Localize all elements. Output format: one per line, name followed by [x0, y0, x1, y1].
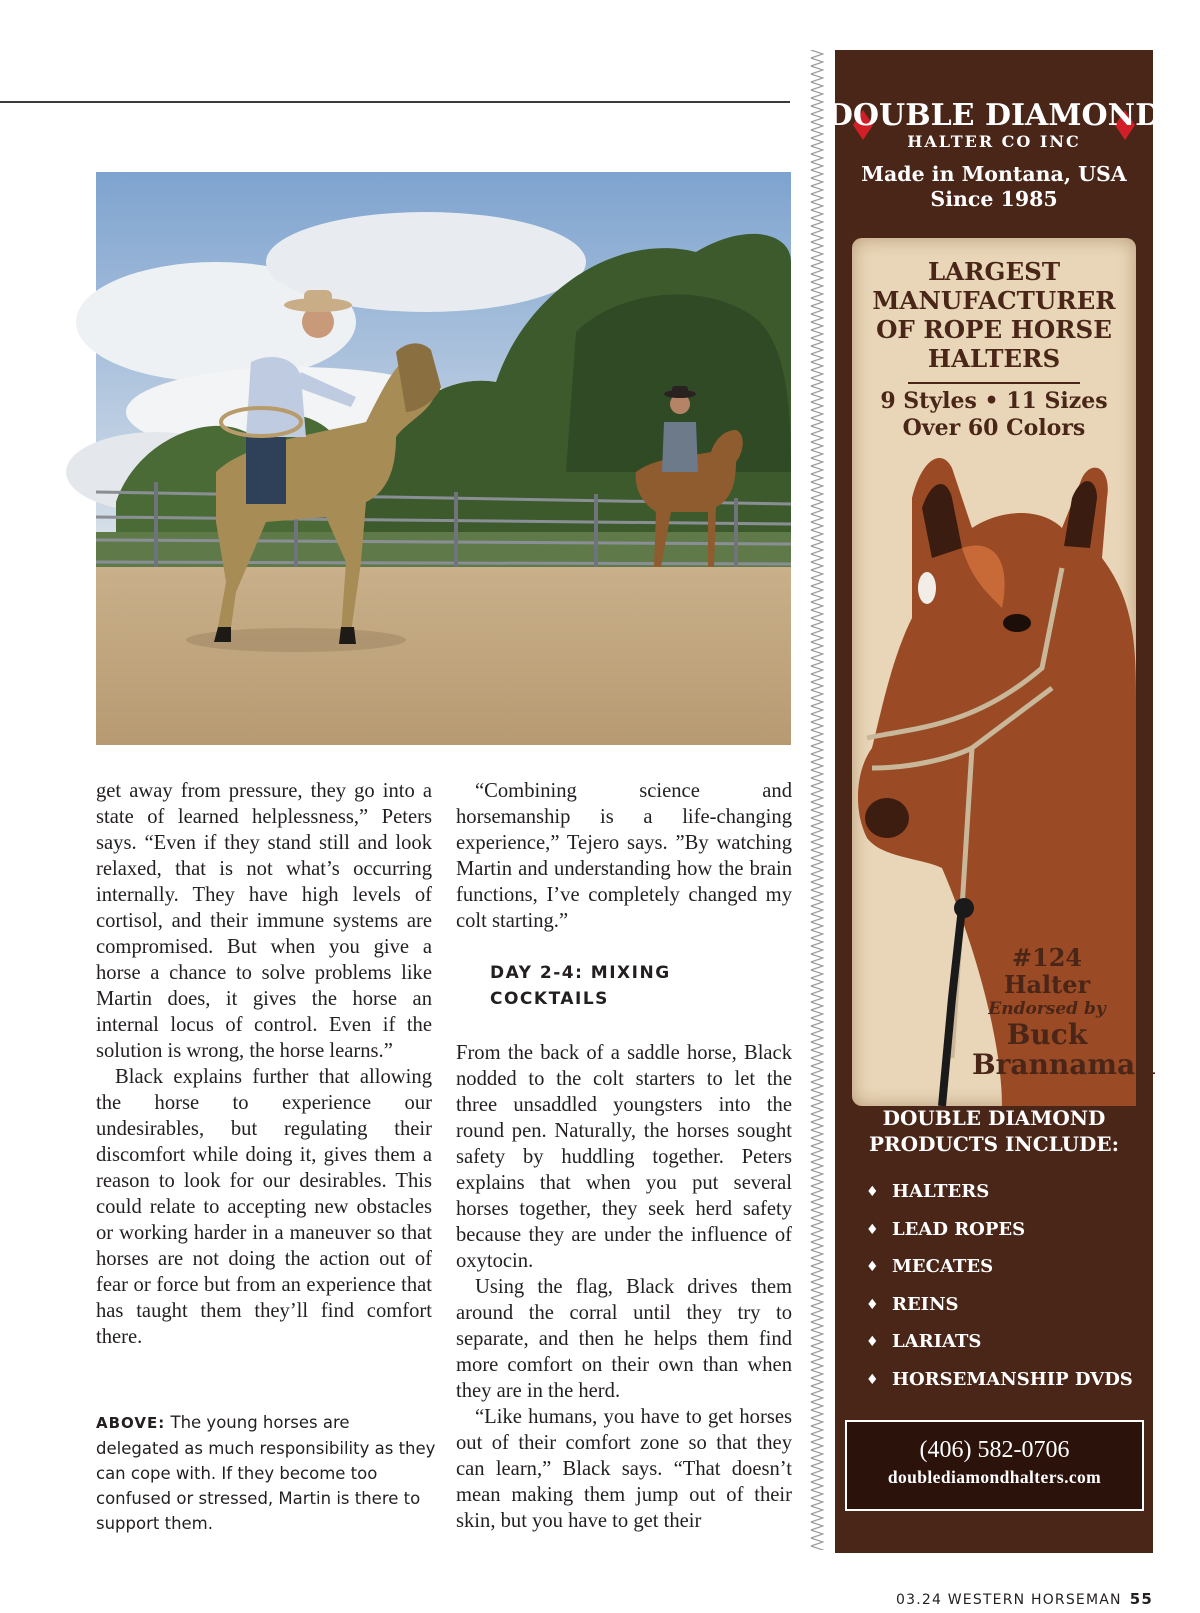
contact-box	[845, 1420, 1144, 1511]
endorsed-by: Endorsed by	[988, 999, 1106, 1019]
product-item	[866, 1330, 1133, 1368]
product-label: LEAD ROPES	[892, 1218, 1026, 1240]
colors-line: Over 60 Colors	[902, 415, 1086, 441]
article-paragraph: Black explains further that allowing the horse to experience our undesirables, but regulating their discomfort while doing it, gives them a reason to look for our desirables. This could relate to accepting new obstacles or working harder in a maneuver so that horses are not doing the action out of fear or force but from an experience that has taught them they’ll find comfort there.	[96, 1066, 432, 1348]
page-number: 55	[1129, 1590, 1153, 1608]
made-line: Made in Montana, USA	[861, 162, 1127, 186]
diamond-bullet-icon: ♦	[866, 1371, 879, 1388]
product-item	[866, 1180, 1133, 1218]
phone-number[interactable]: (406) 582-0706	[919, 1437, 1070, 1463]
page-folio	[896, 1590, 1153, 1608]
products-heading-line: DOUBLE DIAMOND	[882, 1106, 1106, 1130]
issue-label: 03.24 WESTERN HORSEMAN	[896, 1592, 1122, 1608]
made-in-montana	[835, 162, 1153, 212]
article-paragraph: Using the flag, Black drives them around the corral until they try to separate, and then he helps them find more comfort on their own than when they are in the herd.	[456, 1276, 792, 1402]
photo-horses-round-pen	[96, 172, 791, 745]
since-line: Since 1985	[930, 187, 1058, 211]
product-label: HALTERS	[892, 1181, 990, 1202]
products-heading	[835, 1105, 1153, 1157]
article-photo	[96, 172, 791, 745]
website-link[interactable]: doublediamondhalters.com	[887, 1467, 1102, 1487]
model-number: #124	[1011, 943, 1083, 972]
double-diamond-logo	[826, 85, 1162, 165]
product-item	[866, 1368, 1133, 1406]
article-column-1	[96, 778, 432, 1350]
product-item	[866, 1218, 1133, 1256]
diamond-bullet-icon: ♦	[866, 1184, 879, 1200]
endorser-last-name: Brannaman	[972, 1048, 1156, 1081]
headline-divider	[908, 382, 1080, 384]
product-item	[866, 1255, 1133, 1293]
ad-headline	[852, 257, 1136, 373]
article-paragraph: “Like humans, you have to get horses out of their comfort zone so that they can learn,” Black says. “That doesn’t mean making them jump out of their skin, but you have to get their	[456, 1406, 792, 1532]
endorser-first-name: Buck	[1006, 1018, 1088, 1051]
product-item	[866, 1293, 1133, 1331]
logo-text-sub: HALTER CO INC	[907, 132, 1081, 151]
diamond-bullet-icon: ♦	[866, 1334, 879, 1350]
article-paragraph: get away from pressure, they go into a state of learned helplessness,” Peters says. “Even if they stand still and look relaxed, that is not what’s occurring internally. They have high levels of cortisol, and their immune systems are compromised. But when you give a horse a chance to solve problems like Martin does, it gives the horse an internal locus of control. Even if the solution is wrong, the horse learns.”	[96, 780, 432, 1062]
ad-feature-panel	[852, 238, 1156, 1106]
section-subhead: DAY 2-4: MIXING COCKTAILS	[490, 963, 671, 1009]
product-label: HORSEMANSHIP DVDS	[892, 1368, 1133, 1390]
styles-line: 9 Styles • 11 Sizes	[880, 388, 1108, 414]
diamond-bullet-icon: ♦	[866, 1221, 879, 1238]
article-column-2	[456, 778, 792, 1534]
product-label: LARIATS	[892, 1331, 982, 1352]
headline-line: HALTERS	[927, 344, 1061, 373]
headline-line: MANUFACTURER	[872, 286, 1116, 315]
headline-line: LARGEST	[927, 257, 1061, 286]
products-list	[866, 1180, 1133, 1405]
caption-label: ABOVE:	[96, 1414, 166, 1432]
products-heading-line: PRODUCTS INCLUDE:	[868, 1132, 1119, 1156]
article-paragraph: “Combining science and horsemanship is a life-changing experience,” Tejero says. ”By watching Martin and understanding how the brain functions, I’ve completely changed my colt starting.”	[456, 780, 792, 932]
halter-model-label	[972, 943, 1156, 1081]
product-label: MECATES	[892, 1256, 994, 1277]
logo-text-main: DOUBLE DIAMOND	[826, 98, 1162, 133]
headline-line: OF ROPE HORSE	[876, 315, 1112, 344]
model-name: Halter	[1003, 970, 1091, 999]
advertisement	[826, 50, 1162, 1553]
diamond-bullet-icon: ♦	[866, 1259, 879, 1275]
diamond-bullet-icon: ♦	[866, 1296, 879, 1313]
top-rule	[0, 101, 790, 103]
decorative-border	[810, 50, 824, 1550]
ad-styles	[852, 388, 1136, 442]
caption-text: The young horses are delegated as much responsibility as they can cope with. If they become too confused or stressed, Martin is there to support them.	[96, 1413, 436, 1533]
product-label: REINS	[892, 1293, 959, 1315]
photo-caption	[96, 1410, 436, 1536]
article-paragraph: From the back of a saddle horse, Black nodded to the colt starters to let the three unsaddled youngsters into the round pen. Naturally, the horses sought safety by huddling together. Peters explains that when you put several horses together, they seek herd safety because they are under the influence of oxytocin.	[456, 1042, 792, 1272]
